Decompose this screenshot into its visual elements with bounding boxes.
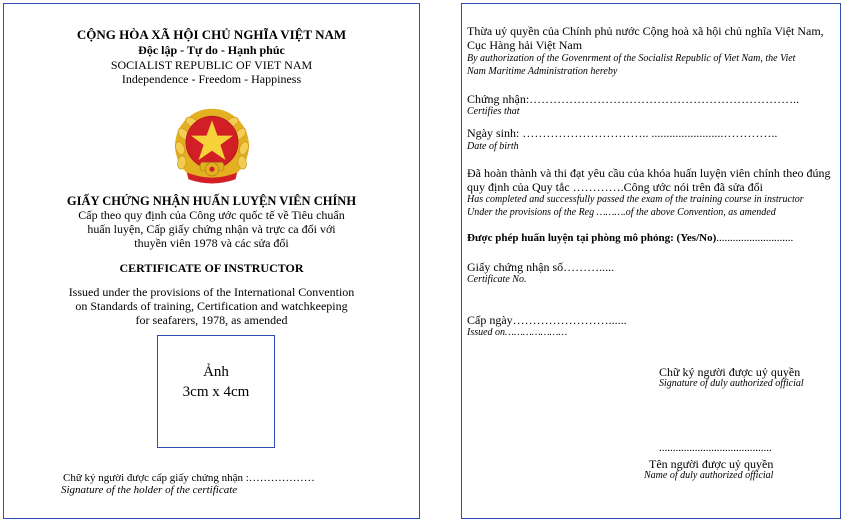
certificate-front-page (3, 3, 420, 519)
official-signature-label-en: Signature of duly authorized official (659, 378, 804, 389)
certifies-field-en: Certifies that (467, 106, 520, 117)
national-emblem-icon (170, 102, 254, 186)
issued-under-vi-line3: thuyền viên 1978 và các sửa đổi (134, 236, 289, 250)
authorization-vi-line1: Thừa uỷ quyền của Chính phủ nước Cộng hoà xã hội chủ nghĩa Việt Nam, (467, 24, 824, 38)
country-name-en: SOCIALIST REPUBLIC OF VIET NAM (110, 58, 313, 72)
holder-signature-label-en: Signature of the holder of the certificate (61, 484, 238, 496)
motto-en: Independence - Freedom - Happiness (121, 72, 302, 86)
photo-placeholder (157, 335, 275, 448)
certificate-title-vi: GIẤY CHỨNG NHẬN HUẤN LUYỆN VIÊN CHÍNH (66, 194, 357, 208)
date-of-birth-field-vi: Ngày sinh: ………………………….. ........................………….. (467, 126, 778, 140)
issued-under-en-line3: for seafarers, 1978, as amended (135, 313, 288, 327)
photo-label: Ảnh (203, 364, 229, 380)
simulator-permission-field (467, 232, 793, 244)
simulator-permission-label: Được phép huấn luyện tại phòng mô phỏng: (Yes/No) (467, 232, 717, 244)
issued-on-field-vi: Cấp ngày……………………...... (467, 313, 627, 327)
photo-size: 3cm x 4cm (182, 384, 250, 400)
official-name-label-en: Name of duly authorized official (644, 470, 774, 481)
holder-signature-label-vi: Chữ ký người được cấp giấy chứng nhận :……………… (63, 472, 315, 484)
motto-vi: Độc lập - Tự do - Hạnh phúc (138, 43, 285, 57)
certifies-field-vi: Chứng nhận:………………………………………………………….. (467, 92, 800, 106)
issued-on-field-en: Issued on………………… (467, 327, 568, 338)
official-name-dots: ......................................... (659, 442, 772, 454)
authorization-vi-line2: Cục Hàng hải Việt Nam (467, 38, 583, 52)
certificate-back-page (461, 3, 841, 519)
certificate-number-field-en: Certificate No. (467, 274, 527, 285)
completed-vi-line1: Đã hoàn thành và thi đạt yêu cầu của khóa huấn luyện viên chính theo đúng (467, 166, 831, 180)
official-signature-label-vi: Chữ ký người được uỷ quyền (659, 365, 801, 379)
completed-en-line2: Under the provisions of the Reg ……….of the above Convention, as amended (467, 207, 776, 218)
authorization-en-line1: By authorization of the Govenrment of the Socialist Republic of Viet Nam, the Viet (467, 53, 796, 64)
official-name-label-vi: Tên người được uỷ quyền (649, 457, 774, 471)
certificate-title-en: CERTIFICATE OF INSTRUCTOR (119, 261, 304, 275)
completed-en-line1: Has completed and successfully passed the exam of the training course in instructor (467, 194, 804, 205)
issued-under-en-line2: on Standards of training, Certification and watchkeeping (75, 299, 348, 313)
country-name-vi: CỘNG HÒA XÃ HỘI CHỦ NGHĨA VIỆT NAM (76, 27, 347, 42)
completed-vi-line2: quy định của Quy tắc ………….Công ước nói trên đã sửa đổi (467, 180, 763, 194)
issued-under-vi-line1: Cấp theo quy định của Công ước quốc tế về Tiêu chuẩn (78, 208, 345, 222)
issued-under-en-line1: Issued under the provisions of the International Convention (68, 285, 355, 299)
issued-under-vi-line2: huấn luyện, Cấp giấy chứng nhận và trực ca đối với (87, 222, 336, 236)
authorization-en-line2: Nam Maritime Administration hereby (467, 66, 618, 77)
certificate-number-field-vi: Giấy chứng nhận số………..... (467, 260, 615, 274)
simulator-permission-dots: ............................ (716, 232, 794, 244)
date-of-birth-field-en: Date of birth (467, 141, 519, 152)
